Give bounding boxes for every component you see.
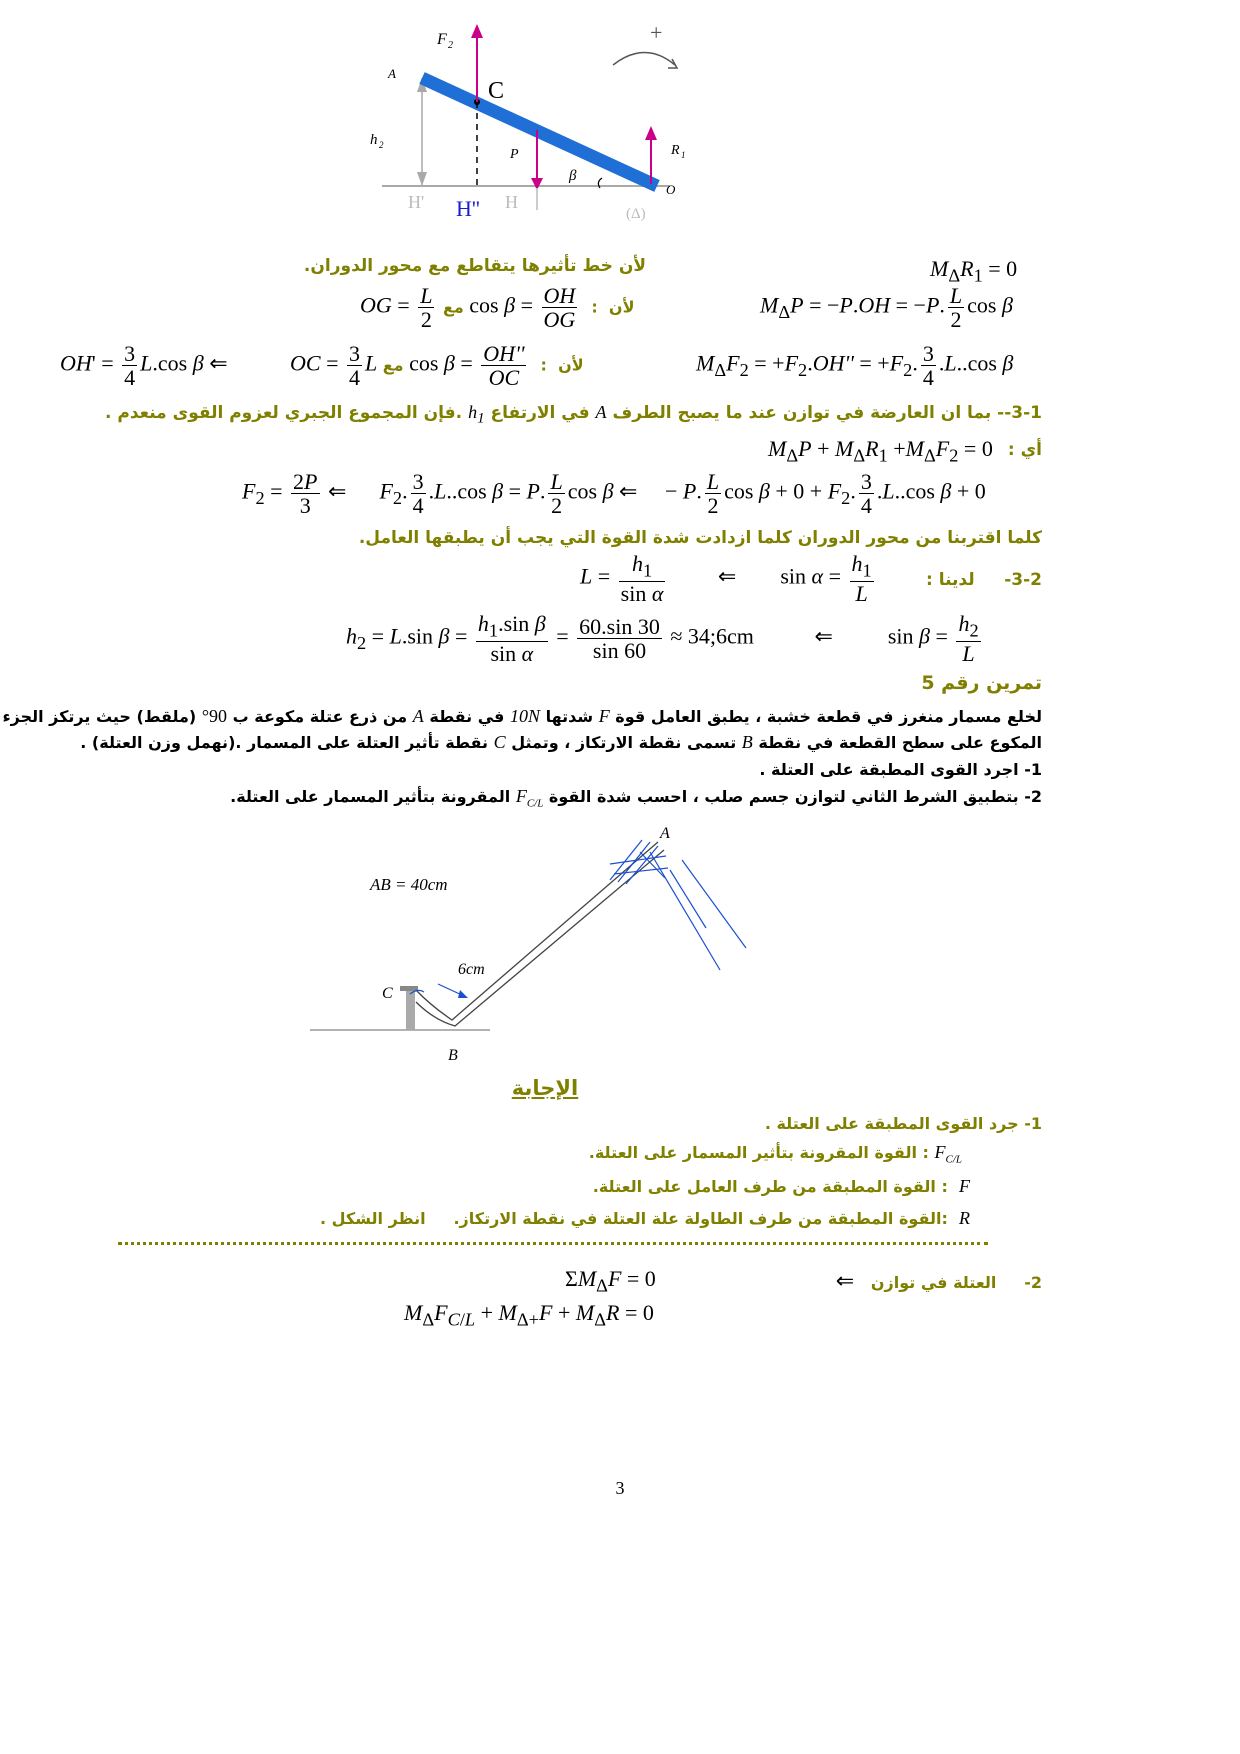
label-f2: F	[437, 31, 447, 48]
answer-force-f: F : القوة المطبقة من طرف العامل على العتلة.	[592, 1176, 970, 1196]
label-p: P	[510, 147, 519, 162]
eq3-mid: OC = $\frac{3}{4}$ L مع cos β = $\frac{OH''}{OC}$ : لأن	[290, 341, 584, 391]
answer-part2: 2- العتلة في توازن ⇐	[835, 1268, 1042, 1293]
page-number: 3	[615, 1478, 625, 1498]
label-h2: h	[370, 132, 378, 148]
figure-beam-diagram	[370, 10, 740, 235]
label-h-right: H	[505, 192, 518, 212]
label-r1: R	[671, 143, 680, 158]
answer-force-r: R :القوة المطبقة من طرف الطاولة علة العتلة في نقطة الارتكاز. انظر الشكل .	[320, 1208, 970, 1228]
label-f2-sub: 2	[448, 40, 453, 51]
label-r1-sub: 1	[681, 150, 686, 160]
label-plus: +	[650, 20, 663, 45]
ex5-paragraph-line2: المكوع على سطح القطعة في نقطة B تسمى نقطة الارتكاز ، وتمثل C نقطة تأثير العتلة على المسمار .(نهمل وزن العتلة) .	[80, 732, 1042, 752]
label-a: A	[388, 66, 396, 81]
eq3-result: OH' = $\frac{3}{4}$ L.cos β ⇐	[60, 341, 228, 391]
label-axis: (Δ)	[626, 206, 646, 222]
s31-text: 3-1-- بما ان العارضة في توازن عند ما يصبح الطرف A في الارتفاع $h_1$ .فإن المجموع الجبري لعزوم القوى منعدم .	[104, 402, 1042, 427]
answer-eq1: $\Sigma M_\Delta F = 0$	[565, 1266, 656, 1296]
dotted-separator	[118, 1242, 988, 1245]
label-a: A	[660, 825, 670, 842]
s32-result: $h_2 = L.\sin$ β = $\frac{h_1.\sin \beta}{\text{sin α}}$ = $\frac{60.\sin 30}{\sin 60}$ ≈ 34;6cm ⇐ sin β = $\frac{h_2}{L}$	[346, 611, 979, 666]
label-b: B	[448, 1047, 458, 1064]
s32-label: 3-2- لدينا :	[925, 570, 1042, 590]
s31-eq-math: $M_\Delta P + M_\Delta R_1 +M_\Delta F_2 = 0$	[768, 436, 993, 466]
answer-part1: 1- جرد القوى المطبقة على العتلة .	[764, 1114, 1042, 1133]
label-6cm: 6cm	[458, 961, 485, 978]
label-beta: β	[569, 168, 577, 184]
eq3-right: $M_\Delta F_2 = +F_2.OH'' = +F_2$. $\frac{3}{4}$ .L..cos β	[696, 341, 1014, 391]
eq1-note: لأن خط تأثيرها يتقاطع مع محور الدوران.	[303, 256, 646, 276]
ex5-title: تمرين رقم 5	[921, 672, 1042, 694]
label-ab: AB = 40cm	[370, 875, 448, 894]
eq2-right: $M_\Delta P = -P.OH = -P$. $\frac{L}{2}$ cos β	[760, 283, 1013, 333]
answer-force-fcl: $F_{C/L}$ : القوة المقرونة بتأثير المسمار على العتلة.	[588, 1142, 962, 1166]
label-h-mid: H''	[456, 196, 480, 221]
ex5-paragraph-line1: لخلع مسمار منغرز في قطعة خشبة ، يطبق العامل قوة F شدتها 10N في نقطة A من ذرع عتلة مكوعة ب 90° (ملقط) حيث يرتكز الجزء	[2, 706, 1042, 726]
s31-result: $F_2$ = $\frac{2P}{3}$ ⇐ $F_2$. $\frac{3}{4}$ .L..cos β = P. $\frac{L}{2}$ cos β ⇐ − P. $\frac{L}{2}$ $\cos \beta + 0 + F_2$. $\frac{3}{4}$ .L..cos β + 0	[242, 469, 986, 519]
label-c: C	[488, 78, 505, 104]
eq2-left: OG = $\frac{L}{2}$ مع cos β = $\frac{OH}{OG}$ : لأن	[360, 283, 635, 333]
answer-eq2: $M_\Delta F_{C/L} + M_{\Delta+}F + M_\Delta R = 0$	[404, 1300, 654, 1330]
s31-eq-label: أي :	[1007, 440, 1042, 460]
figure-lever-diagram	[310, 820, 780, 1075]
answer-title: الإجابة	[511, 1076, 579, 1100]
label-c: C	[382, 985, 393, 1002]
eq1-math: $M_\Delta R_1 = 0$	[930, 256, 1018, 286]
ex5-question2: 2- بتطبيق الشرط الثاني لتوازن جسم صلب ، احسب شدة القوة $F_{C/L}$ المقرونة بتأثير المسمار على العتلة.	[230, 786, 1042, 810]
ex5-question1: 1- اجرد القوى المطبقة على العتلة .	[759, 760, 1042, 779]
label-h-left: H'	[408, 192, 425, 212]
s31-note: كلما اقتربنا من محور الدوران كلما ازدادت شدة القوة التي يجب أن يطبقها العامل.	[358, 528, 1042, 548]
label-o: O	[666, 182, 676, 197]
label-h2-sub: 2	[379, 140, 384, 150]
s32-math: L = $\frac{h_1}{\text{sin α}}$ ⇐ sin α = $\frac{h_1}{L}$	[580, 551, 872, 606]
